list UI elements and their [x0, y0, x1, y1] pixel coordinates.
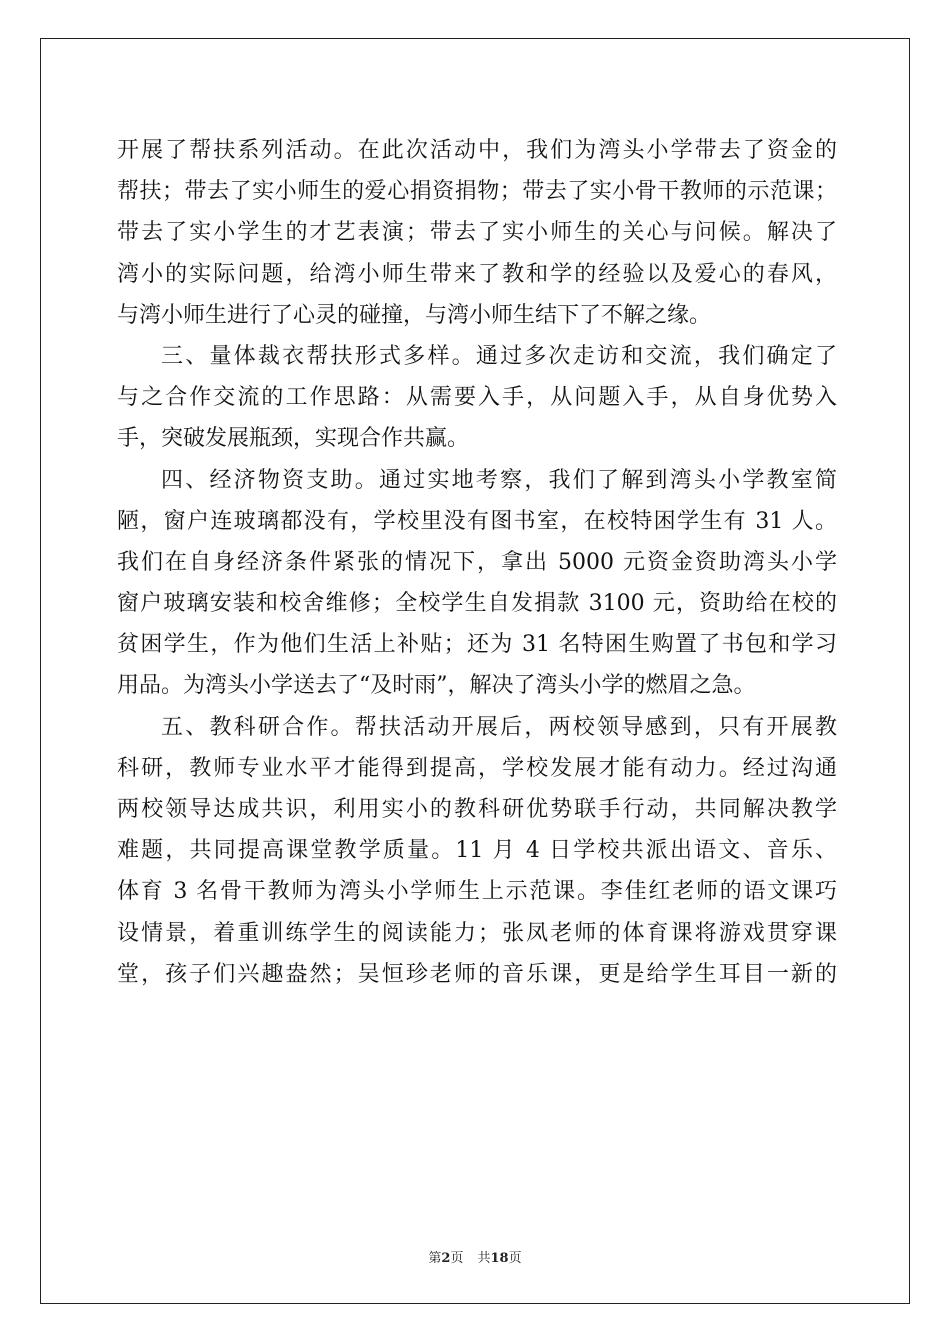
text-line: 窗户玻璃安装和校舍维修；全校学生自发捐款 3100 元，资助给在校的 — [117, 591, 837, 617]
text-line: 科研，教师专业水平才能得到提高，学校发展才能有动力。经过沟通 — [117, 755, 837, 781]
page-suffix: 页 — [450, 1251, 464, 1266]
text-line: 三、量体裁衣帮扶形式多样。通过多次走访和交流，我们确定了 — [161, 343, 837, 369]
document-body — [117, 130, 837, 995]
current-page-number: 2 — [441, 1251, 451, 1266]
text-line: 体育 3 名骨干教师为湾头小学师生上示范课。李佳红老师的语文课巧 — [117, 879, 837, 905]
text-line: 用品。为湾头小学送去了“及时雨”，解决了湾头小学的燃眉之急。 — [117, 673, 756, 699]
text-line: 与湾小师生进行了心灵的碰撞，与湾小师生结下了不解之缘。 — [117, 302, 712, 328]
text-line: 湾小的实际问题，给湾小师生带来了教和学的经验以及爱心的春风， — [117, 261, 837, 287]
total-page-number: 18 — [490, 1251, 509, 1266]
text-line: 堂，孩子们兴趣盎然；吴恒珍老师的音乐课，更是给学生耳目一新的 — [117, 961, 837, 987]
text-line: 两校领导达成共识，利用实小的教科研优势联手行动，共同解决教学 — [117, 797, 837, 822]
text-line: 带去了实小学生的才艺表演；带去了实小师生的关心与问候。解决了 — [117, 220, 837, 246]
text-line: 手，突破发展瓶颈，实现合作共赢。 — [117, 426, 470, 452]
total-prefix: 共 — [477, 1251, 491, 1266]
text-line: 贫困学生，作为他们生活上补贴；还为 31 名特困生购置了书包和学习 — [117, 632, 837, 658]
text-line: 四、经济物资支助。通过实地考察，我们了解到湾头小学教室简 — [161, 467, 837, 493]
text-line: 帮扶；带去了实小师生的爱心捐资捐物；带去了实小骨干教师的示范课； — [117, 179, 837, 205]
total-suffix: 页 — [508, 1251, 522, 1266]
text-line: 开展了帮扶系列活动。在此次活动中，我们为湾头小学带去了资金的 — [117, 138, 837, 163]
page-prefix: 第 — [428, 1251, 442, 1266]
text-line: 难题，共同提高课堂教学质量。11 月 4 日学校共派出语文、音乐、 — [117, 838, 837, 864]
text-line: 与之合作交流的工作思路：从需要入手，从问题入手，从自身优势入 — [117, 385, 837, 411]
text-line: 设情景，着重训练学生的阅读能力；张凤老师的体育课将游戏贯穿课 — [117, 920, 837, 946]
text-line: 五、教科研合作。帮扶活动开展后，两校领导感到，只有开展教 — [161, 714, 837, 740]
text-line: 陋，窗户连玻璃都没有，学校里没有图书室，在校特困学生有 31 人。 — [117, 508, 837, 534]
text-line: 我们在自身经济条件紧张的情况下，拿出 5000 元资金资助湾头小学 — [117, 549, 837, 575]
page-footer — [0, 1250, 950, 1268]
